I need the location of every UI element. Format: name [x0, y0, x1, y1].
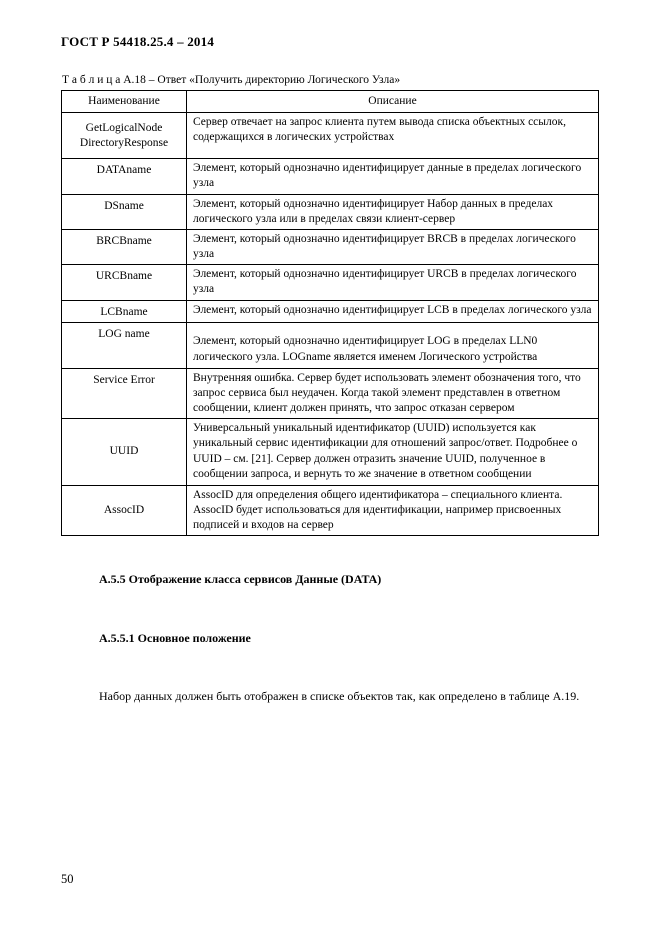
table-header-row: [62, 91, 599, 113]
column-header-name: Наименование: [62, 91, 187, 113]
table-row: [62, 159, 599, 194]
section-heading-a551: А.5.5.1 Основное положение: [99, 631, 251, 646]
row-name: DSname: [62, 194, 187, 229]
table-row: [62, 113, 599, 159]
row-description: Элемент, который однозначно идентифицирует BRCB в пределах логического узла: [187, 229, 599, 264]
table-caption: Т а б л и ц а А.18 – Ответ «Получить директорию Логического Узла»: [62, 74, 401, 86]
table-row: [62, 300, 599, 322]
row-description: Внутренняя ошибка. Сервер будет использовать элемент обозначения того, что запрос сервиса был неудачен. Когда такой элемент представлен в ответном сообщении, клиент должен принять, что запрос отказан сервером: [187, 368, 599, 419]
table-row: [62, 368, 599, 419]
row-name: URCBname: [62, 265, 187, 300]
table-row: [62, 322, 599, 368]
row-name: GetLogicalNode DirectoryResponse: [62, 113, 187, 159]
row-description: Элемент, который однозначно идентифицирует URCB в пределах логического узла: [187, 265, 599, 300]
row-description: AssocID для определения общего идентификатора – специального клиента. AssocID будет использоваться для идентификации, например присвоенных подписей и входов на сервер: [187, 485, 599, 536]
row-name: LOG name: [62, 322, 187, 368]
data-table: [61, 90, 599, 536]
section-heading-a55: А.5.5 Отображение класса сервисов Данные (DATA): [99, 572, 382, 587]
row-description: Элемент, который однозначно идентифицирует данные в пределах логического узла: [187, 159, 599, 194]
row-name: LCBname: [62, 300, 187, 322]
row-description: Элемент, который однозначно идентифицирует LCB в пределах логического узла: [187, 300, 599, 322]
page-header: ГОСТ Р 54418.25.4 – 2014: [61, 34, 215, 49]
table-row: [62, 419, 599, 486]
page-number: 50: [61, 872, 74, 886]
row-description: Универсальный уникальный идентификатор (UUID) используется как уникальный сервис идентификации для отношений запрос/ответ. Подробнее о UUID – см. [21]. Сервер должен отразить значение UUID, полученное в сообщении запроса, и вернуть то же значение в ответном сообщении: [187, 419, 599, 486]
row-name: Service Error: [62, 368, 187, 419]
column-header-description: Описание: [187, 91, 599, 113]
row-name: AssocID: [62, 485, 187, 536]
row-name: BRCBname: [62, 229, 187, 264]
row-name: DATAname: [62, 159, 187, 194]
table-row: [62, 485, 599, 536]
table-row: [62, 265, 599, 300]
table-row: [62, 229, 599, 264]
row-description: Элемент, который однозначно идентифицирует Набор данных в пределах логического узла или в пределах связи клиент-сервер: [187, 194, 599, 229]
row-description: Элемент, который однозначно идентифицирует LOG в пределах LLN0 логического узла. LOGname является именем Логического устройства: [187, 322, 599, 368]
table-row: [62, 194, 599, 229]
body-paragraph: Набор данных должен быть отображен в списке объектов так, как определено в таблице А.19.: [99, 689, 580, 704]
row-name: UUID: [62, 419, 187, 486]
row-description: Сервер отвечает на запрос клиента путем вывода списка объектных ссылок, содержащихся в логических устройствах: [187, 113, 599, 159]
